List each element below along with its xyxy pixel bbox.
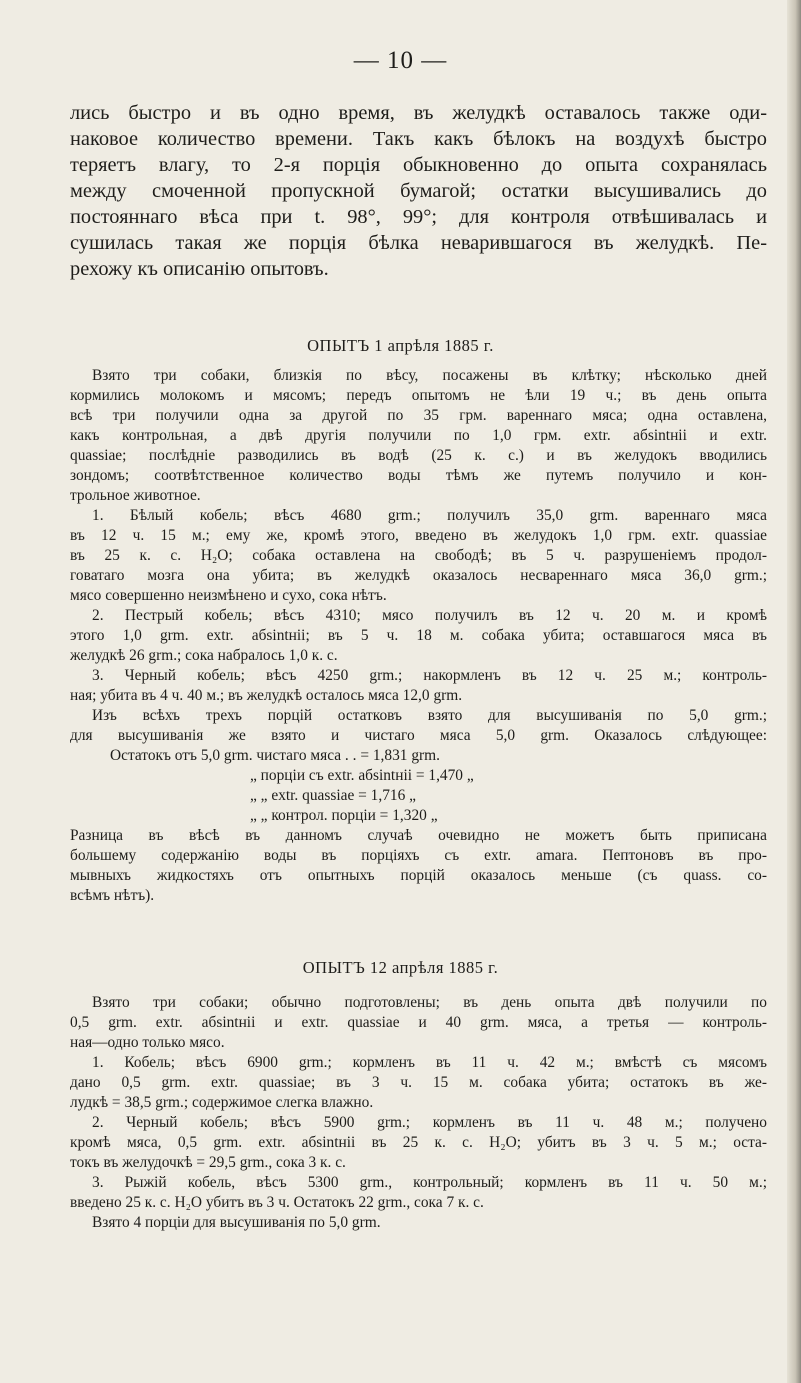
text-line: говатаго мозга она убита; въ желудкѣ оказалось несвареннаго мяса 36,0 grm.; — [70, 567, 767, 584]
text-line: quassiae; послѣдніе разводились въ водѣ (25 к. с.) и въ желудокъ вводились — [70, 447, 767, 464]
text-line: ная; убита въ 4 ч. 40 м.; въ желудкѣ осталось мяса 12,0 grm. — [70, 687, 463, 704]
experiment2-heading: ОПЫТЪ 12 апрѣля 1885 г. — [302, 958, 499, 977]
text-line: большему содержанію воды въ порціяхъ съ extr. amara. Пептоновъ въ про- — [70, 847, 767, 864]
text-line: между смоченной пропускной бумагой; остатки высушивались до — [70, 180, 767, 202]
results-line: „ „ extr. quassiae = 1,716 „ — [250, 787, 416, 804]
text-line: Взято три собаки; обычно подготовлены; въ день опыта двѣ получили по — [92, 994, 767, 1011]
text-line: 2. Черный кобель; вѣсъ 5900 grm.; кормленъ въ 11 ч. 48 м.; получено — [92, 1114, 767, 1131]
text-line: для высушиванія же взято и чистаго мяса 5,0 grm. Оказалось слѣдующее: — [70, 727, 767, 744]
results-line: Остатокъ отъ 5,0 grm. чистаго мяса . . = 1,831 grm. — [110, 747, 440, 764]
intro-paragraph — [70, 100, 767, 282]
text-line: теряетъ влагу, то 2-я порція обыкновенно до опыта сохранялась — [70, 154, 767, 176]
text-line: Взято 4 порціи для высушиванія по 5,0 grm. — [92, 1214, 381, 1231]
text-line: Взято три собаки, близкія по вѣсу, посажены въ клѣтку; нѣсколько дней — [92, 367, 767, 384]
text-line: 1. Кобель; вѣсъ 6900 grm.; кормленъ въ 11 ч. 42 м.; вмѣстѣ съ мясомъ — [92, 1054, 767, 1071]
text-line: лись быстро и въ одно время, въ желудкѣ оставалось также оди- — [70, 102, 767, 124]
text-line: желудкѣ 26 grm.; сока набралось 1,0 к. с. — [70, 647, 338, 664]
text-line: введено 25 к. с. H₂O убитъ въ 3 ч. Остатокъ 22 grm., сока 7 к. с. — [70, 1194, 484, 1211]
results-line: „ „ контрол. порціи = 1,320 „ — [250, 807, 438, 824]
text-line: Разница въ вѣсѣ въ данномъ случаѣ очевидно не можетъ быть приписана — [70, 827, 767, 844]
text-line: 2. Пестрый кобель; вѣсъ 4310; мясо получилъ въ 12 ч. 20 м. и кромѣ — [92, 607, 767, 624]
text-line: 3. Черный кобель; вѣсъ 4250 grm.; накормленъ въ 12 ч. 25 м.; контроль- — [92, 667, 767, 684]
experiment1-heading: ОПЫТЪ 1 апрѣля 1885 г. — [307, 336, 494, 355]
text-line: мясо совершенно неизмѣнено и сухо, сока нѣтъ. — [70, 587, 387, 604]
text-line: дано 0,5 grm. extr. quassiae; въ 3 ч. 15 м. собака убита; остатокъ въ же- — [70, 1074, 767, 1091]
text-line: какъ контрольная, а двѣ другія получили по 1,0 грм. extr. aбsintнii и extr. — [70, 427, 767, 444]
results-line: „ порціи съ extr. aбsintнii = 1,470 „ — [250, 767, 474, 784]
experiment1-body — [70, 366, 767, 906]
text-line: этого 1,0 grm. extr. aбsintнii; въ 5 ч. 18 м. собака убита; оставшагося мяса въ — [70, 627, 767, 644]
text-line: наковое количество времени. Такъ какъ бѣлокъ на воздухѣ быстро — [70, 128, 767, 150]
text-line: 3. Рыжій кобель, вѣсъ 5300 grm., контрольный; кормленъ въ 11 ч. 50 м.; — [92, 1174, 767, 1191]
text-line: постояннаго вѣса при t. 98°, 99°; для контроля отвѣшивалась и — [70, 206, 767, 228]
text-line: зондомъ; соотвѣтственное количество воды тѣмъ же путемъ получило и кон- — [70, 467, 767, 484]
text-line: мывныхъ жидкостяхъ отъ опытныхъ порцій оказалось меньше (съ quass. со- — [70, 867, 767, 884]
text-line: всѣмъ нѣтъ). — [70, 887, 155, 904]
text-line: лудкѣ = 38,5 grm.; содержимое слегка влажно. — [70, 1094, 374, 1111]
text-line: въ 25 к. с. H₂O; собака оставлена на свободѣ; въ 5 ч. разрушеніемъ продол- — [70, 547, 767, 564]
text-line: рехожу къ описанію опытовъ. — [70, 258, 329, 280]
text-line: Изъ всѣхъ трехъ порцій остатковъ взято для высушиванія по 5,0 grm.; — [92, 707, 767, 724]
text-line: токъ въ желудочкѣ = 29,5 grm., сока 3 к. с. — [70, 1154, 346, 1171]
text-line: кромѣ мяса, 0,5 grm. extr. aбsintнii въ 25 к. с. H₂O; убитъ въ 3 ч. 5 м.; оста- — [70, 1134, 767, 1151]
text-line: кормились молокомъ и мясомъ; передъ опытомъ не ѣли 19 ч.; въ день опыта — [70, 387, 767, 404]
page-number: — 10 — — [353, 47, 448, 74]
experiment2-body — [70, 993, 767, 1233]
text-line: ная—одно только мясо. — [70, 1034, 225, 1051]
text-line: трольное животное. — [70, 487, 201, 504]
text-line: 0,5 grm. extr. aбsintнii и extr. quassiae и 40 grm. мяса, а третья — контроль- — [70, 1014, 767, 1031]
text-line: сушилась такая же порція бѣлка неварившагося въ желудкѣ. Пе- — [70, 232, 767, 254]
text-line: всѣ три получили одна за другой по 35 грм. вареннаго мяса; одна оставлена, — [70, 407, 767, 424]
text-line: въ 12 ч. 15 м.; ему же, кромѣ этого, введено въ желудокъ 1,0 грм. extr. quassiae — [70, 527, 767, 544]
text-line: 1. Бѣлый кобель; вѣсъ 4680 grm.; получилъ 35,0 grm. вареннаго мяса — [92, 507, 767, 524]
page-edge-shadow — [787, 0, 801, 1383]
